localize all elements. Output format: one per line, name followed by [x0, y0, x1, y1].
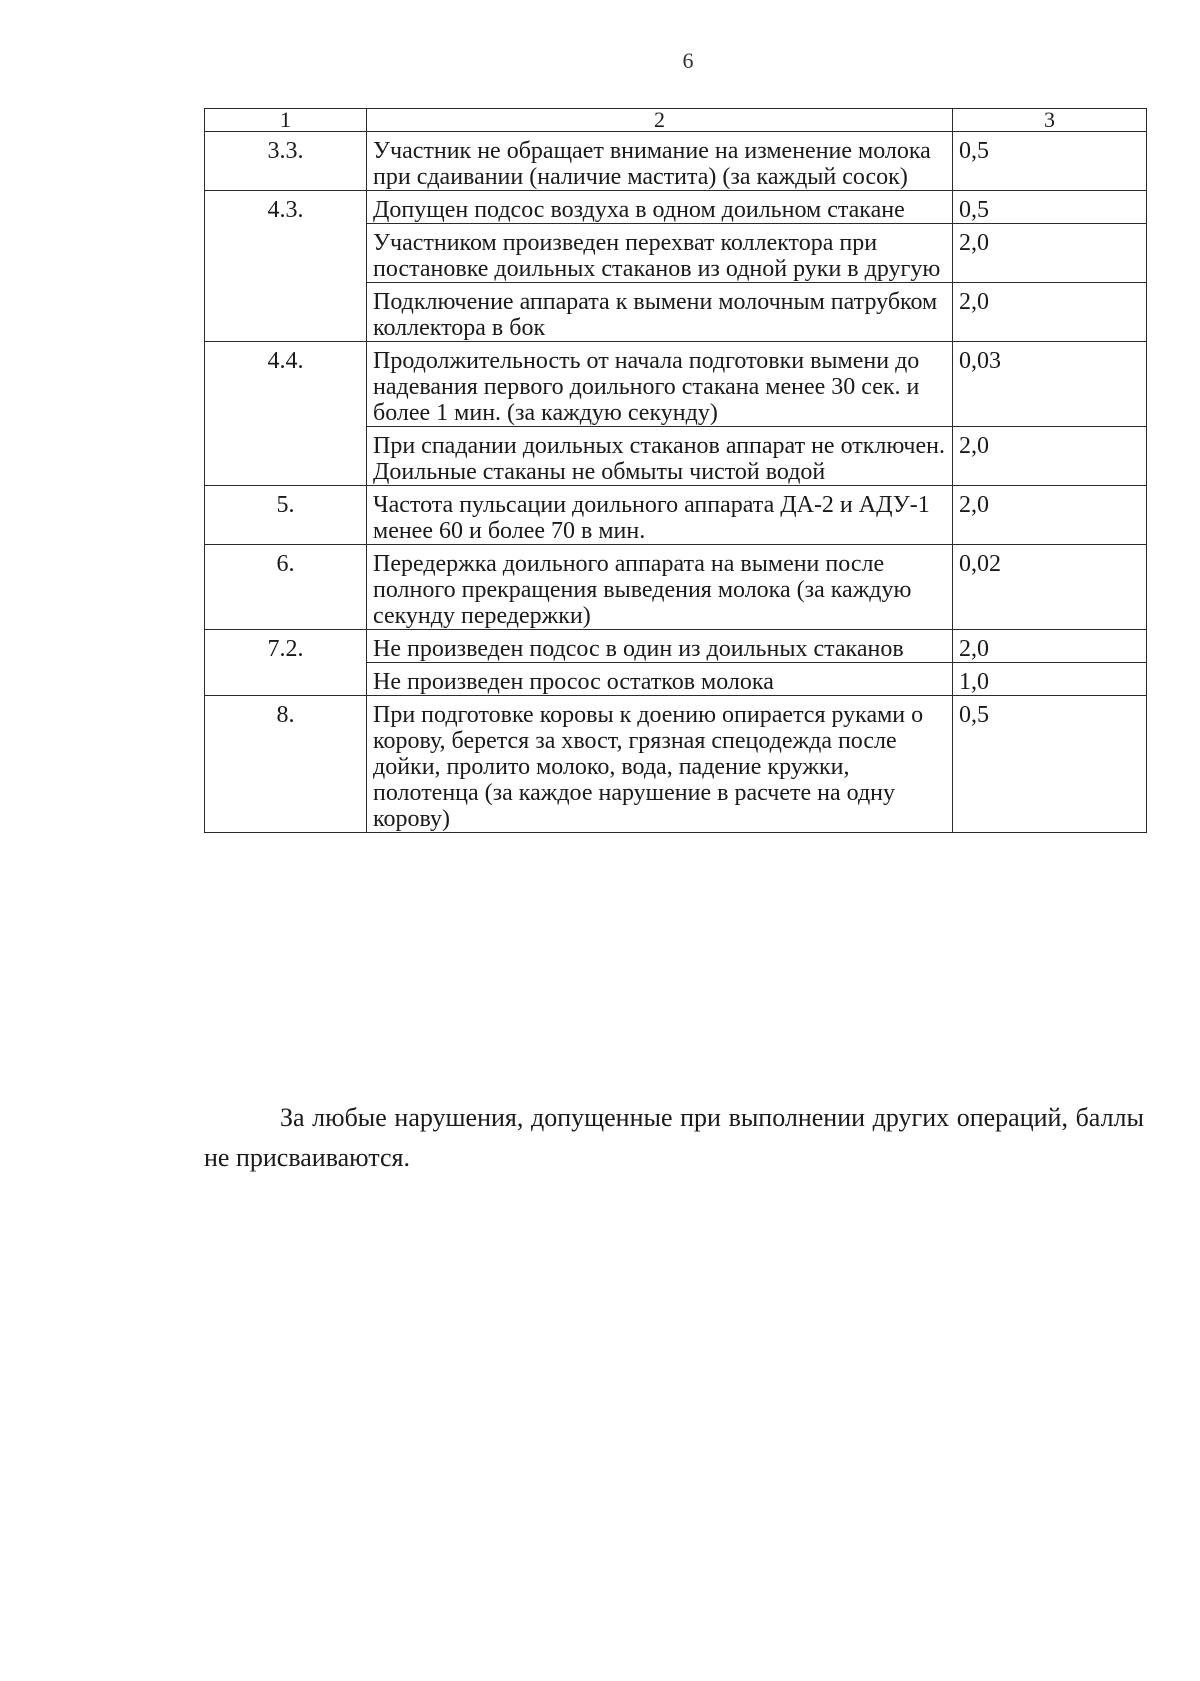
- table-row: [205, 191, 1147, 224]
- table-row: [205, 486, 1147, 545]
- document-body: [204, 108, 1146, 833]
- violation-description: Участник не обращает внимание на изменение молока при сдаивании (наличие мастита) (за каждый сосок): [367, 132, 953, 191]
- violation-description: При подготовке коровы к доению опирается руками о корову, берется за хвост, грязная спецодежда после дойки, пролито молоко, вода, падение кружки, полотенца (за каждое нарушение в расчете на одну корову): [367, 696, 953, 833]
- violation-description: Допущен подсос воздуха в одном доильном стакане: [367, 191, 953, 224]
- penalty-score: 2,0: [953, 630, 1147, 663]
- item-number: 4.4.: [205, 342, 367, 486]
- table-row: [205, 630, 1147, 663]
- penalty-score: 0,02: [953, 545, 1147, 630]
- page-number: 6: [682, 48, 694, 73]
- closing-paragraph: [204, 1098, 1144, 1178]
- table-row: [205, 545, 1147, 630]
- violation-description: Подключение аппарата к вымени молочным патрубком коллектора в бок: [367, 283, 953, 342]
- violation-description: При спадании доильных стаканов аппарат не отключен. Доильные стаканы не обмыты чистой водой: [367, 427, 953, 486]
- table-row: [205, 132, 1147, 191]
- table-header-cell: 3: [953, 109, 1147, 132]
- penalty-score: 2,0: [953, 486, 1147, 545]
- penalty-score: 0,5: [953, 132, 1147, 191]
- item-number: 8.: [205, 696, 367, 833]
- item-number: 4.3.: [205, 191, 367, 342]
- table-header-cell: 1: [205, 109, 367, 132]
- penalty-score: 0,5: [953, 191, 1147, 224]
- table-header-cell: 2: [367, 109, 953, 132]
- penalty-score: 2,0: [953, 224, 1147, 283]
- violation-description: Передержка доильного аппарата на вымени после полного прекращения выведения молока (за каждую секунду передержки): [367, 545, 953, 630]
- closing-text: За любые нарушения, допущенные при выполнении других операций, баллы не присваиваются.: [204, 1103, 1144, 1172]
- item-number: 6.: [205, 545, 367, 630]
- violation-description: Частота пульсации доильного аппарата ДА-2 и АДУ-1 менее 60 и более 70 в мин.: [367, 486, 953, 545]
- penalty-score: 1,0: [953, 663, 1147, 696]
- penalty-score: 0,5: [953, 696, 1147, 833]
- penalty-score: 2,0: [953, 427, 1147, 486]
- penalty-score: 2,0: [953, 283, 1147, 342]
- table-header-row: [205, 109, 1147, 132]
- table-row: [205, 342, 1147, 427]
- item-number: 3.3.: [205, 132, 367, 191]
- penalty-table: [204, 108, 1147, 833]
- item-number: 5.: [205, 486, 367, 545]
- violation-description: Не произведен подсос в один из доильных стаканов: [367, 630, 953, 663]
- violation-description: Не произведен просос остатков молока: [367, 663, 953, 696]
- violation-description: Участником произведен перехват коллектора при постановке доильных стаканов из одной руки в другую: [367, 224, 953, 283]
- penalty-table-body: [205, 109, 1147, 833]
- table-row: [205, 696, 1147, 833]
- item-number: 7.2.: [205, 630, 367, 696]
- violation-description: Продолжительность от начала подготовки вымени до надевания первого доильного стакана менее 30 сек. и более 1 мин. (за каждую секунду): [367, 342, 953, 427]
- penalty-score: 0,03: [953, 342, 1147, 427]
